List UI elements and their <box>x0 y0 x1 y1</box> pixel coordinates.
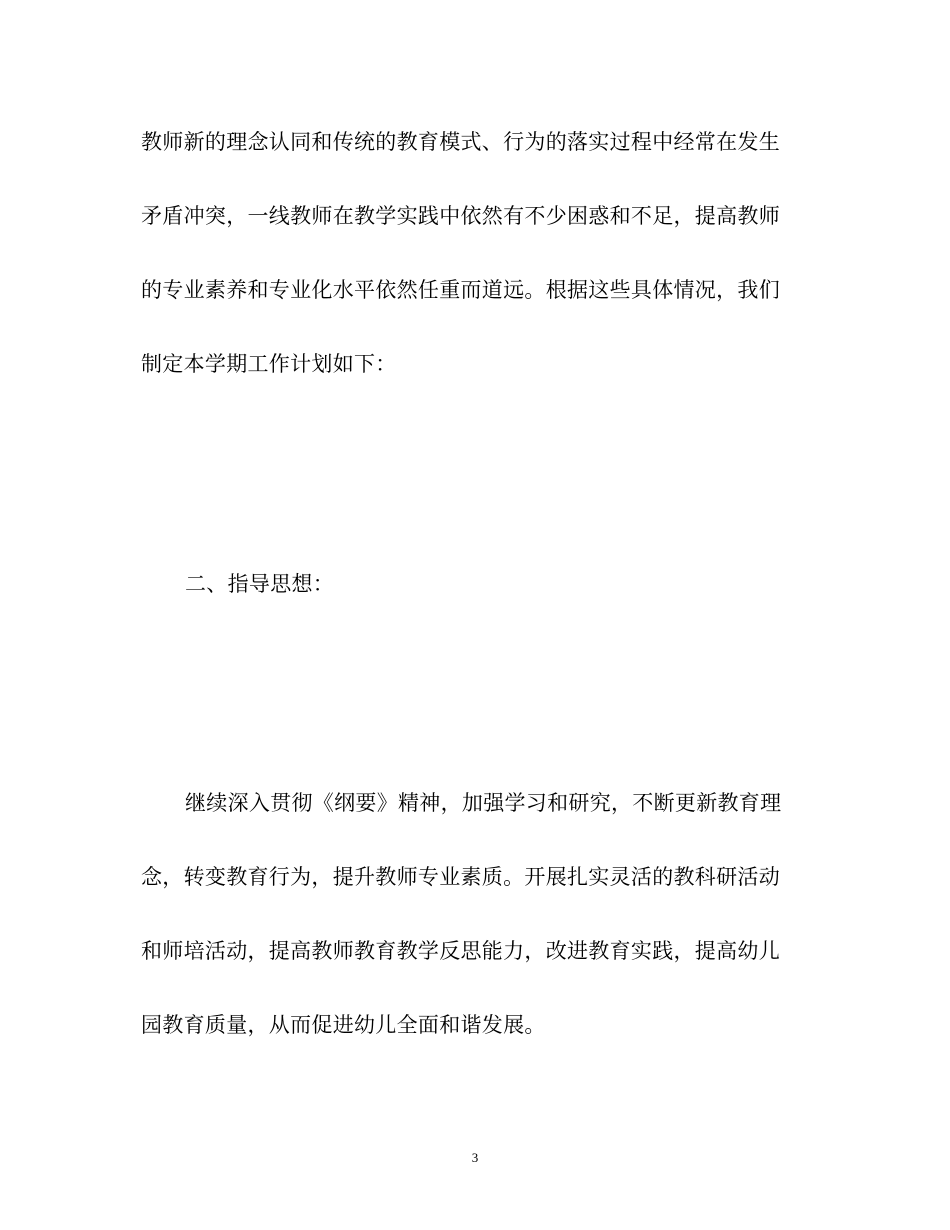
paragraph-1-line-2: 矛盾冲突，一线教师在教学实践中依然有不少困惑和不足，提高教师 <box>141 204 780 228</box>
paragraph-1-line-1: 教师新的理念认同和传统的教育模式、行为的落实过程中经常在发生 <box>141 130 780 154</box>
section-heading: 二、指导思想： <box>185 572 335 596</box>
paragraph-2-line-4: 园教育质量，从而促进幼儿全面和谐发展。 <box>141 1013 546 1037</box>
page-number: 3 <box>471 1150 479 1165</box>
paragraph-1-line-4: 制定本学期工作计划如下： <box>141 352 397 376</box>
paragraph-2-line-3: 和师培活动，提高教师教育教学反思能力，改进教育实践，提高幼儿 <box>141 939 780 963</box>
paragraph-1-line-3: 的专业素养和专业化水平依然任重而道远。根据这些具体情况，我们 <box>141 278 780 302</box>
paragraph-2-line-1: 继续深入贯彻《纲要》精神，加强学习和研究，不断更新教育理 <box>185 791 782 815</box>
paragraph-2-line-2: 念，转变教育行为，提升教师专业素质。开展扎实灵活的教科研活动 <box>141 865 780 889</box>
